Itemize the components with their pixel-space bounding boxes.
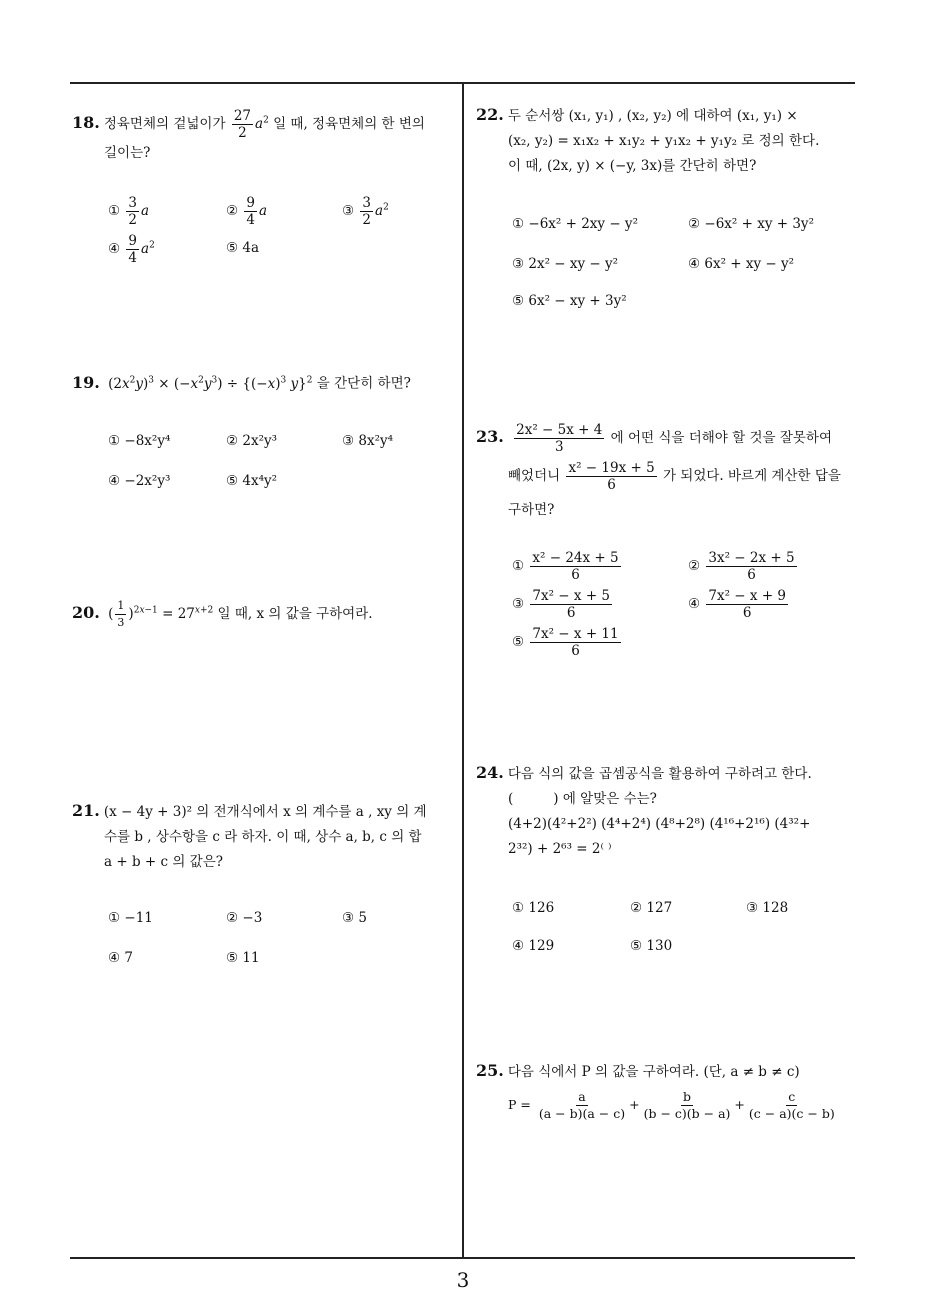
choice-marker: ⑤ [226, 240, 239, 256]
choice-2[interactable]: ② 127 [630, 900, 673, 916]
question-text: 에 어떤 식을 더해야 할 것을 잘못하여 [610, 430, 833, 446]
choice-5[interactable]: ⑤ 11 [226, 950, 260, 966]
choice-4[interactable]: ④ −2x²y³ [108, 473, 171, 489]
choice-marker: ④ [688, 596, 701, 612]
question-text: 빼었더니 [508, 468, 561, 484]
fraction [566, 460, 656, 493]
question-text: 구하면? [508, 502, 555, 518]
question-number: 21. [72, 801, 100, 820]
numerator: c [788, 1089, 796, 1104]
denominator: 2 [238, 125, 247, 141]
choice-5[interactable]: ⑤ 6x² − xy + 3y² [512, 293, 627, 309]
choice-marker: ② [688, 558, 701, 574]
denominator: 6 [747, 567, 756, 583]
question-text: 정육면체의 겉넓이가 [103, 116, 226, 132]
choice-1[interactable] [512, 550, 623, 583]
question-text: 수를 b , 상수항을 c 라 하자. 이 때, 상수 a, b, c 의 합 [104, 829, 422, 845]
choice-5[interactable]: ⑤ 4x⁴y² [226, 473, 278, 489]
question-24 [476, 760, 861, 862]
question-text: 두 순서쌍 (x₁, y₁) , (x₂, y₂) 에 대하여 (x₁, y₁) × [507, 108, 798, 124]
fraction [232, 108, 253, 141]
plus-sign: + [734, 1097, 745, 1112]
choice-5[interactable] [226, 240, 259, 256]
question-number: 19. [72, 372, 100, 392]
equation [476, 1089, 861, 1122]
choice-3[interactable]: ③ $\frac{3}{2}$ $a^2$ [342, 195, 389, 228]
question-text: ) 에 알맞은 수는? [553, 791, 657, 807]
question-text: 가 되었다. 바르게 계산한 답을 [662, 468, 841, 484]
choice-4[interactable]: ④ $\frac{9}{4}$ $a^2$ [108, 233, 155, 266]
choice-marker: ① [512, 558, 525, 574]
denominator: (a − b)(a − c) [538, 1106, 626, 1121]
denominator: (b − c)(b − a) [643, 1106, 731, 1121]
expression: (4+2)(4²+2²) (4⁴+2⁴) (4⁸+2⁸) (4¹⁶+2¹⁶) (4³²+ [508, 816, 811, 832]
page-number: 3 [456, 1268, 470, 1292]
fraction [514, 422, 604, 455]
choice-5[interactable] [512, 626, 623, 659]
numerator: 3x² − 2x + 5 [708, 550, 795, 566]
choice-2[interactable]: ② −6x² + xy + 3y² [688, 216, 814, 232]
question-23 [476, 418, 861, 525]
expression: 2³²) + 2⁶³ = 2⁽ ⁾ [508, 841, 612, 857]
choice-1[interactable]: ① −6x² + 2xy − y² [512, 216, 638, 232]
choice-4[interactable] [688, 588, 790, 621]
numerator: x² − 19x + 5 [568, 460, 655, 476]
expression: $(2x^2y)^3 \times (-x^2y^3) \div \{(-x)^3$ y}$^2$ [108, 375, 313, 392]
choice-marker: ④ [108, 241, 121, 257]
question-22 [476, 102, 861, 179]
numerator: 2x² − 5x + 4 [516, 422, 603, 438]
question-text: a + b + c 의 값은? [104, 854, 223, 870]
choice-3[interactable]: ③ 5 [342, 910, 367, 926]
expression: ( $\frac{1}{3}$ )$^{2x-1} = 27^{x+2}$ [108, 599, 214, 629]
choice-3[interactable]: ③ 8x²y⁴ [342, 433, 394, 449]
choice-3[interactable]: ③ 128 [746, 900, 789, 916]
choice-marker: ② [226, 203, 239, 219]
choice-2[interactable]: ② 2x²y³ [226, 433, 278, 449]
choice-marker: ⑤ [512, 634, 525, 650]
question-text: (x − 4y + 3)² 의 전개식에서 x 의 계수를 a , xy 의 계 [103, 804, 427, 820]
question-text: 길이는? [104, 145, 151, 161]
denominator: 6 [607, 477, 616, 493]
choice-2[interactable]: ② −3 [226, 910, 263, 926]
numerator: x² − 24x + 5 [532, 550, 619, 566]
denominator: (c − a)(c − b) [748, 1106, 835, 1121]
question-text: 다음 식의 값을 곱셈공식을 활용하여 구하려고 한다. [507, 766, 812, 782]
numerator: b [682, 1089, 691, 1104]
choice-1[interactable]: ① −8x²y⁴ [108, 433, 171, 449]
question-number: 20. [72, 603, 100, 622]
question-text: 일 때, x 의 값을 구하여라. [217, 606, 373, 622]
numerator: 7x² − x + 5 [532, 588, 611, 604]
choice-marker: ③ [342, 203, 355, 219]
question-25 [476, 1058, 861, 1122]
choice-2[interactable] [688, 550, 799, 583]
choice-4[interactable]: ④ 129 [512, 938, 555, 954]
choice-4[interactable]: ④ 7 [108, 950, 133, 966]
equation-lhs: P = [508, 1097, 531, 1112]
choice-1[interactable]: ① −11 [108, 910, 153, 926]
numerator: 7x² − x + 11 [532, 626, 619, 642]
blank-open: ( [508, 791, 514, 807]
choice-1[interactable]: ① $\frac{3}{2}$ a [108, 195, 150, 228]
question-18: 18. 정육면체의 겉넓이가 $\frac{27}{2}$ $a^2$ 일 때, 정육면체의 한 변의 길이는? [72, 108, 457, 166]
column-divider [462, 83, 464, 1258]
question-20 [72, 598, 457, 631]
choice-1[interactable]: ① 126 [512, 900, 555, 916]
question-number: 24. [476, 763, 504, 782]
choice-5[interactable]: ⑤ 130 [630, 938, 673, 954]
question-text: (x₂, y₂) = x₁x₂ + x₁y₂ + y₁x₂ + y₁y₂ 로 정의 한다. [508, 133, 820, 149]
denominator: 6 [571, 567, 580, 583]
bottom-rule [70, 1257, 855, 1259]
choice-3[interactable] [512, 588, 614, 621]
denominator: 6 [571, 643, 580, 659]
question-number: 22. [476, 105, 504, 124]
choice-text: 4a [242, 240, 260, 256]
denominator: 6 [742, 605, 752, 621]
question-21 [72, 798, 462, 875]
choice-marker: ③ [512, 596, 525, 612]
question-number: 23. [476, 427, 504, 446]
question-19 [72, 368, 457, 397]
choice-4[interactable]: ④ 6x² + xy − y² [688, 256, 795, 272]
question-text: 이 때, (2x, y) × (−y, 3x)를 간단히 하면? [508, 158, 757, 174]
question-text: 다음 식에서 P 의 값을 구하여라. (단, a ≠ b ≠ c) [507, 1064, 800, 1080]
plus-sign: + [629, 1097, 640, 1112]
choice-2[interactable]: ② $\frac{9}{4}$ a [226, 195, 268, 228]
denominator: 3 [554, 439, 564, 455]
choice-marker: ① [108, 203, 121, 219]
choice-3[interactable]: ③ 2x² − xy − y² [512, 256, 619, 272]
question-text: 일 때, 정육면체의 한 변의 [273, 116, 425, 132]
question-number: 18. [72, 113, 100, 132]
denominator: 6 [566, 605, 576, 621]
numerator: 27 [233, 108, 251, 124]
numerator: 7x² − x + 9 [708, 588, 787, 604]
numerator: a [578, 1089, 586, 1104]
question-text: 을 간단히 하면? [316, 375, 411, 392]
question-number: 25. [476, 1061, 504, 1080]
